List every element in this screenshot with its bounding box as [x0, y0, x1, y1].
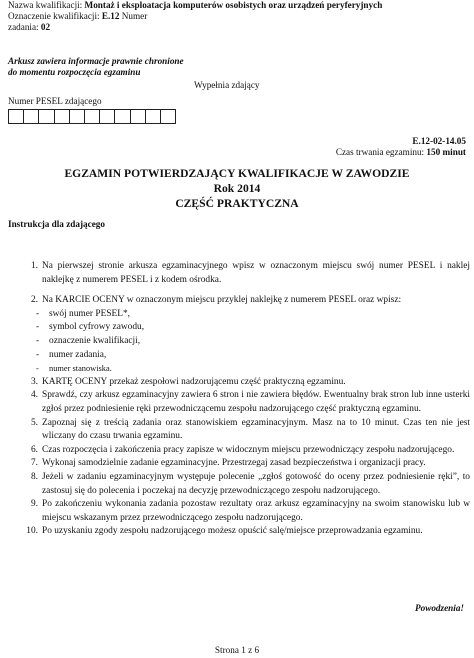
pesel-box[interactable] [115, 109, 130, 124]
list-item-text: Sprawdź, czy arkusz egzaminacyjny zawiera 6 stron i nie zawiera błędów. Ewentualny brak stron lub inne usterki zgłoś przez podniesienie ręki przewodniczącemu zespołu nadzorującego część praktyczną egzaminu. [42, 390, 470, 414]
pesel-box[interactable] [9, 109, 24, 124]
exam-code: E.12-02-14.05 [412, 136, 466, 146]
pesel-box[interactable] [85, 109, 100, 124]
page-footer: Strona 1 z 6 [214, 645, 260, 655]
list-item-number: 5. [30, 417, 38, 428]
instruction-list [14, 260, 470, 539]
list-item-text: Jeżeli w zadaniu egzaminacyjnym występuje polecenie „zgłoś gotowość do oceny przez podniesienie ręki”, to zastosuj się do polecenia i poczekaj na decyzję przewodniczącego zespołu nadzorującego. [42, 471, 470, 496]
list-item-number: 3. [30, 376, 38, 387]
list-item-number: 10. [26, 526, 38, 537]
qualification-name-value: Montaż i eksploatacja komputerów osobistych oraz urządzeń peryferyjnych [84, 0, 383, 10]
pesel-box[interactable] [100, 109, 115, 124]
closing-greeting: Powodzenia! [414, 603, 464, 613]
sub-item: - numer zadania, [14, 349, 470, 363]
list-item-text: Po zakończeniu wykonania zadania pozostaw rezultaty oraz arkusz egzaminacyjny na swoim stanowisku lub w miejscu wskazanym przez przewodniczącego zespołu nadzorującego. [42, 499, 470, 523]
list-item [14, 525, 470, 539]
sub-item-text: numer stanowiska. [49, 364, 112, 374]
list-item [14, 294, 470, 308]
list-item [14, 444, 470, 458]
list-item-number: 2. [30, 295, 38, 306]
sub-item: - symbol cyfrowy zawodu, [14, 321, 470, 335]
pesel-box[interactable] [55, 109, 70, 124]
exam-year: Rok 2014 [213, 182, 261, 195]
qualification-name [8, 0, 382, 11]
qualification-code [8, 11, 147, 22]
list-item-text: KARTĘ OCENY przekaż zespołowi nadzorującemu część praktyczną egzaminu. [42, 376, 346, 387]
confidential-note-line2: do momentu rozpoczęcia egzaminu [8, 67, 141, 77]
list-item-number: 8. [30, 471, 38, 482]
task-number-value: 02 [40, 22, 51, 32]
list-item-text: Po uzyskaniu zgody zespołu nadzorującego możesz opuścić salę/miejsce przeprowadzania egzaminu. [42, 526, 423, 537]
list-item-number: 6. [30, 444, 38, 455]
list-item-number: 4. [30, 390, 38, 401]
qualification-code-value: E.12 [101, 11, 120, 21]
list-item-number: 9. [30, 499, 38, 510]
pesel-box[interactable] [161, 109, 176, 124]
sub-item: - numer stanowiska. [14, 362, 470, 376]
list-item-text: Na pierwszej stronie arkusza egzaminacyjnego wpisz w oznaczonym miejscu swój numer PESEL i naklej naklejkę z numerem PESEL i z kodem ośrodka. [42, 261, 470, 285]
pesel-box[interactable] [131, 109, 146, 124]
sub-item-text: swój numer PESEL*, [49, 308, 130, 319]
task-number-label-prefix: Numer [119, 11, 148, 21]
fill-by-label: Wypełnia zdający [194, 80, 260, 90]
instruction-heading: Instrukcja dla zdającego [8, 219, 105, 229]
exam-duration-label: Czas trwania egzaminu: [335, 147, 427, 157]
list-item [14, 389, 470, 416]
pesel-label: Numer PESEL zdającego [8, 96, 102, 106]
exam-duration [336, 147, 466, 158]
pesel-boxes[interactable] [8, 109, 176, 124]
sub-item-text: symbol cyfrowy zawodu, [49, 322, 145, 333]
exam-duration-value: 150 minut [426, 147, 466, 157]
exam-title: EGZAMIN POTWIERDZAJĄCY KWALIFIKACJE W ZAWODZIE [64, 167, 410, 180]
pesel-box[interactable] [24, 109, 39, 124]
list-item-text: Czas rozpoczęcia i zakończenia pracy zapisze w widocznym miejscu przewodniczący zespołu nadzorującego. [42, 444, 455, 455]
list-item [14, 498, 470, 525]
pesel-box[interactable] [146, 109, 161, 124]
confidential-note-line1: Arkusz zawiera informacje prawnie chronione [8, 56, 184, 66]
qualification-name-label: Nazwa kwalifikacji: [8, 0, 85, 10]
list-item [14, 260, 470, 287]
list-item [14, 417, 470, 444]
list-item-text: Na KARCIE OCENY w oznaczonym miejscu przyklej naklejkę z numerem PESEL oraz wpisz: [42, 295, 402, 306]
list-item-number: 7. [30, 458, 38, 469]
list-item-text: Zapoznaj się z treścią zadania oraz stanowiskiem egzaminacyjnym. Masz na to 10 minut. Czas ten nie jest wliczany do czasu trwania egzaminu. [42, 417, 470, 442]
list-item [14, 471, 470, 498]
qualification-code-label: Oznaczenie kwalifikacji: [8, 11, 102, 21]
sub-item: - oznaczenie kwalifikacji, [14, 335, 470, 349]
sub-item-text: numer zadania, [49, 349, 107, 360]
list-item [14, 376, 470, 390]
task-number [8, 22, 50, 33]
list-item-text: Wykonaj samodzielnie zadanie egzaminacyjne. Przestrzegaj zasad bezpieczeństwa i organizacji pracy. [42, 458, 426, 469]
pesel-box[interactable] [39, 109, 54, 124]
exam-part: CZĘŚĆ PRAKTYCZNA [175, 197, 299, 210]
sub-item: - swój numer PESEL*, [14, 308, 470, 322]
list-item-number: 1. [30, 261, 38, 271]
task-number-label: zadania: [8, 22, 41, 32]
list-item [14, 457, 470, 471]
pesel-box[interactable] [70, 109, 85, 124]
sub-item-text: oznaczenie kwalifikacji, [49, 335, 141, 346]
